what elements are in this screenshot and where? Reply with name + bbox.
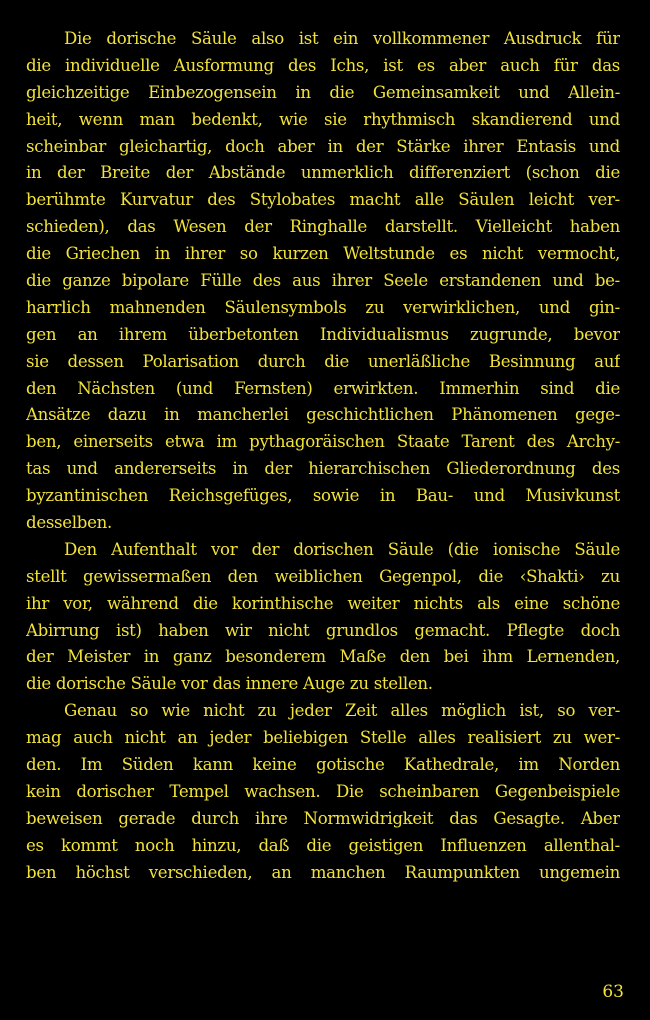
text-line: beweisen gerade durch ihre Normwidrigkeit das Gesagte. Aber — [26, 808, 620, 828]
text-line: den Nächsten (und Fernsten) erwirkten. Immerhin sind die — [26, 378, 620, 398]
body-text — [26, 26, 620, 887]
text-line: stellt gewissermaßen den weiblichen Gegenpol, die ‹Shakti› zu — [26, 566, 620, 586]
text-line: es kommt noch hinzu, daß die geistigen Influenzen allenthal- — [26, 835, 620, 855]
text-line: scheinbar gleichartig, doch aber in der Stärke ihrer Entasis und — [26, 136, 620, 156]
text-line: gleichzeitige Einbezogensein in die Gemeinsamkeit und Allein- — [26, 82, 620, 102]
page-number: 63 — [602, 982, 624, 1002]
text-line: mag auch nicht an jeder beliebigen Stelle alles realisiert zu wer- — [26, 728, 620, 748]
text-line: ihr vor, während die korinthische weiter nichts als eine schöne — [26, 593, 620, 613]
text-line: Den Aufenthalt vor der dorischen Säule (die ionische Säule — [64, 539, 620, 559]
text-line: die ganze bipolare Fülle des aus ihrer Seele erstandenen und be- — [26, 271, 620, 291]
text-line: byzantinischen Reichsgefüges, sowie in Bau- und Musivkunst — [26, 486, 620, 506]
text-line: schieden), das Wesen der Ringhalle darstellt. Vielleicht haben — [26, 217, 620, 237]
text-line: die Griechen in ihrer so kurzen Weltstunde es nicht vermocht, — [26, 244, 620, 264]
text-line: heit, wenn man bedenkt, wie sie rhythmisch skandierend und — [26, 109, 620, 129]
paragraph-3 — [26, 698, 620, 886]
text-line: Abirrung ist) haben wir nicht grundlos gemacht. Pflegte doch — [26, 620, 620, 640]
text-line: Die dorische Säule also ist ein vollkommener Ausdruck für — [64, 29, 620, 48]
text-line: die individuelle Ausformung des Ichs, ist es aber auch für das — [26, 55, 620, 75]
paragraph-1 — [26, 26, 620, 537]
text-line: tas und andererseits in der hierarchischen Gliederordnung des — [26, 459, 620, 479]
text-line: ben, einerseits etwa im pythagoräischen Staate Tarent des Archy- — [26, 432, 620, 452]
text-line: den. Im Süden kann keine gotische Kathedrale, im Norden — [26, 755, 620, 775]
paragraph-2 — [26, 537, 620, 698]
text-line: ben höchst verschieden, an manchen Raumpunkten ungemein — [26, 862, 620, 882]
text-line: der Meister in ganz besonderem Maße den bei ihm Lernenden, — [26, 647, 620, 667]
text-line: desselben. — [26, 513, 113, 533]
text-line: Genau so wie nicht zu jeder Zeit alles möglich ist, so ver- — [64, 701, 620, 721]
text-line: gen an ihrem überbetonten Individualismus zugrunde, bevor — [26, 324, 620, 344]
text-line: berühmte Kurvatur des Stylobates macht alle Säulen leicht ver- — [26, 190, 620, 210]
text-line: Ansätze dazu in mancherlei geschichtlichen Phänomenen gege- — [26, 405, 620, 425]
text-line: harrlich mahnenden Säulensymbols zu verwirklichen, und gin- — [26, 297, 620, 317]
text-line: in der Breite der Abstände unmerklich differenziert (schon die — [26, 163, 620, 183]
text-line: sie dessen Polarisation durch die unerläßliche Besinnung auf — [26, 351, 620, 371]
text-line: kein dorischer Tempel wachsen. Die scheinbaren Gegenbeispiele — [26, 781, 620, 801]
text-line: die dorische Säule vor das innere Auge zu stellen. — [26, 674, 433, 694]
